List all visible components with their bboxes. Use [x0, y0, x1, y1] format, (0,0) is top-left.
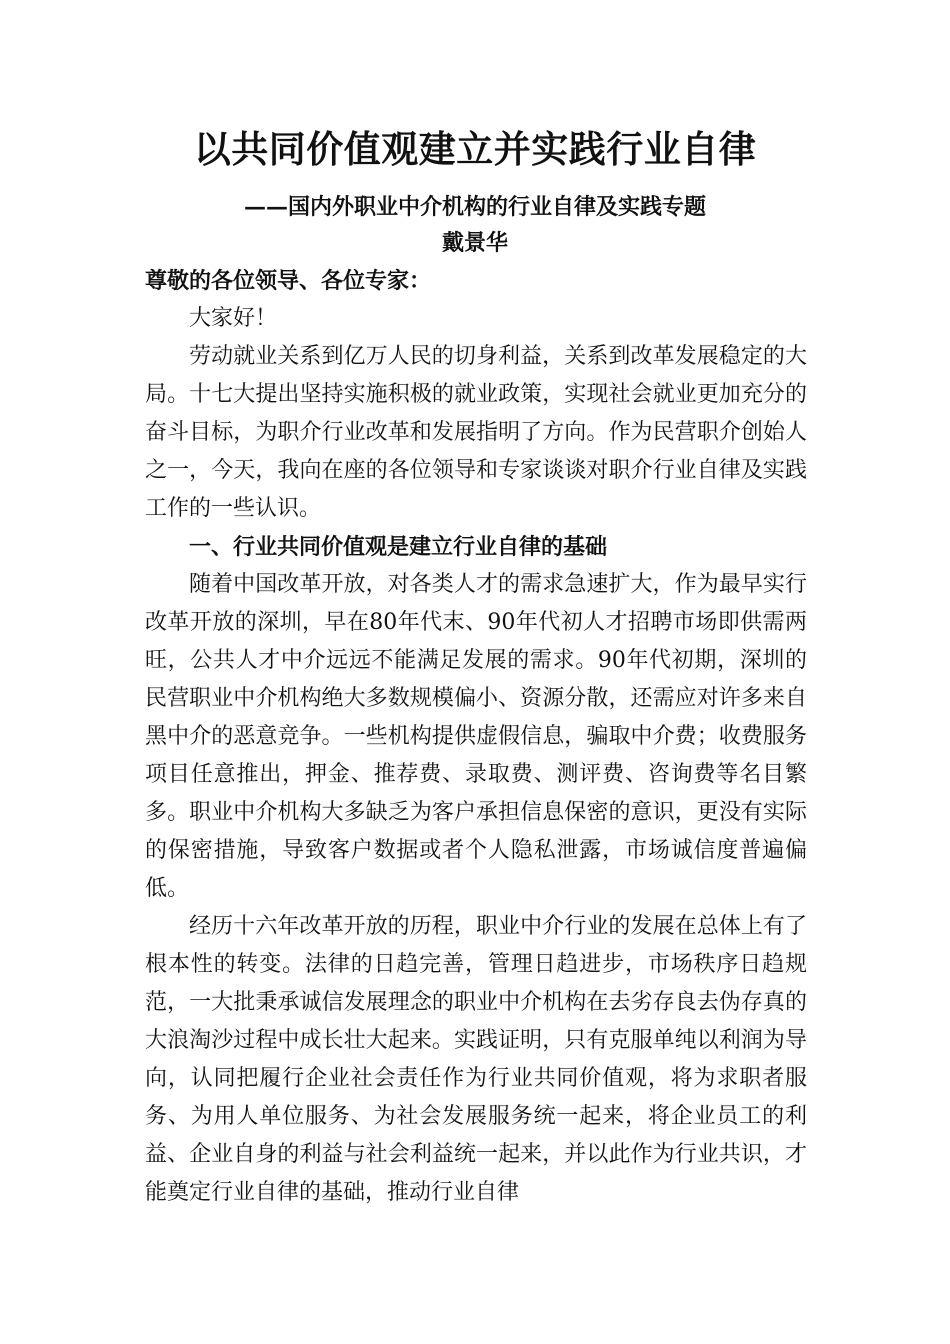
document-subtitle: ——国内外职业中介机构的行业自律及实践专题 [243, 194, 706, 220]
greeting: 大家好！ [189, 306, 278, 331]
document-body [145, 262, 807, 1212]
salutation: 尊敬的各位领导、各位专家： [145, 268, 432, 294]
paragraph: 经历十六年改革开放的历程，职业中介行业的发展在总体上有了根本性的转变。法律的日趋完善，管理日趋进步，市场秩序日趋规范，一大批秉承诚信发展理念的职业中介机构在去劣存良去伪存真的大浪淘沙过程中成长壮大起来。实践证明，只有克服单纯以利润为导向，认同把履行企业社会责任作为行业共同价值观，将为求职者服务、为用人单位服务、为社会发展服务统一起来，将企业员工的利益、企业自身的利益与社会利益统一起来，并以此作为行业共识，才能奠定行业自律的基础，推动行业自律 [145, 914, 807, 1205]
paragraph: 劳动就业关系到亿万人民的切身利益，关系到改革发展稳定的大局。十七大提出坚持实施积极的就业政策，实现社会就业更加充分的奋斗目标，为职介行业改革和发展指明了方向。作为民营职介创始人之一，今天，我向在座的各位领导和专家谈谈对职介行业自律及实践工作的一些认识。 [145, 344, 807, 521]
document-title: 以共同价值观建立并实践行业自律 [193, 128, 757, 171]
paragraph: 随着中国改革开放，对各类人才的需求急速扩大，作为最早实行改革开放的深圳，早在80年代末、90年代初人才招聘市场即供需两旺，公共人才中介远远不能满足发展的需求。90年代初期，深圳的民营职业中介机构绝大多数规模偏小、资源分散，还需应对许多来自黑中介的恶意竞争。一些机构提供虚假信息，骗取中介费；收费服务项目任意推出，押金、推荐费、录取费、测评费、咨询费等名目繁多。职业中介机构大多缺乏为客户承担信息保密的意识，更没有实际的保密措施，导致客户数据或者个人隐私泄露，市场诚信度普遍偏低。 [145, 572, 807, 901]
author-name: 戴景华 [441, 230, 508, 256]
section-heading: 一、行业共同价值观是建立行业自律的基础 [189, 534, 608, 560]
